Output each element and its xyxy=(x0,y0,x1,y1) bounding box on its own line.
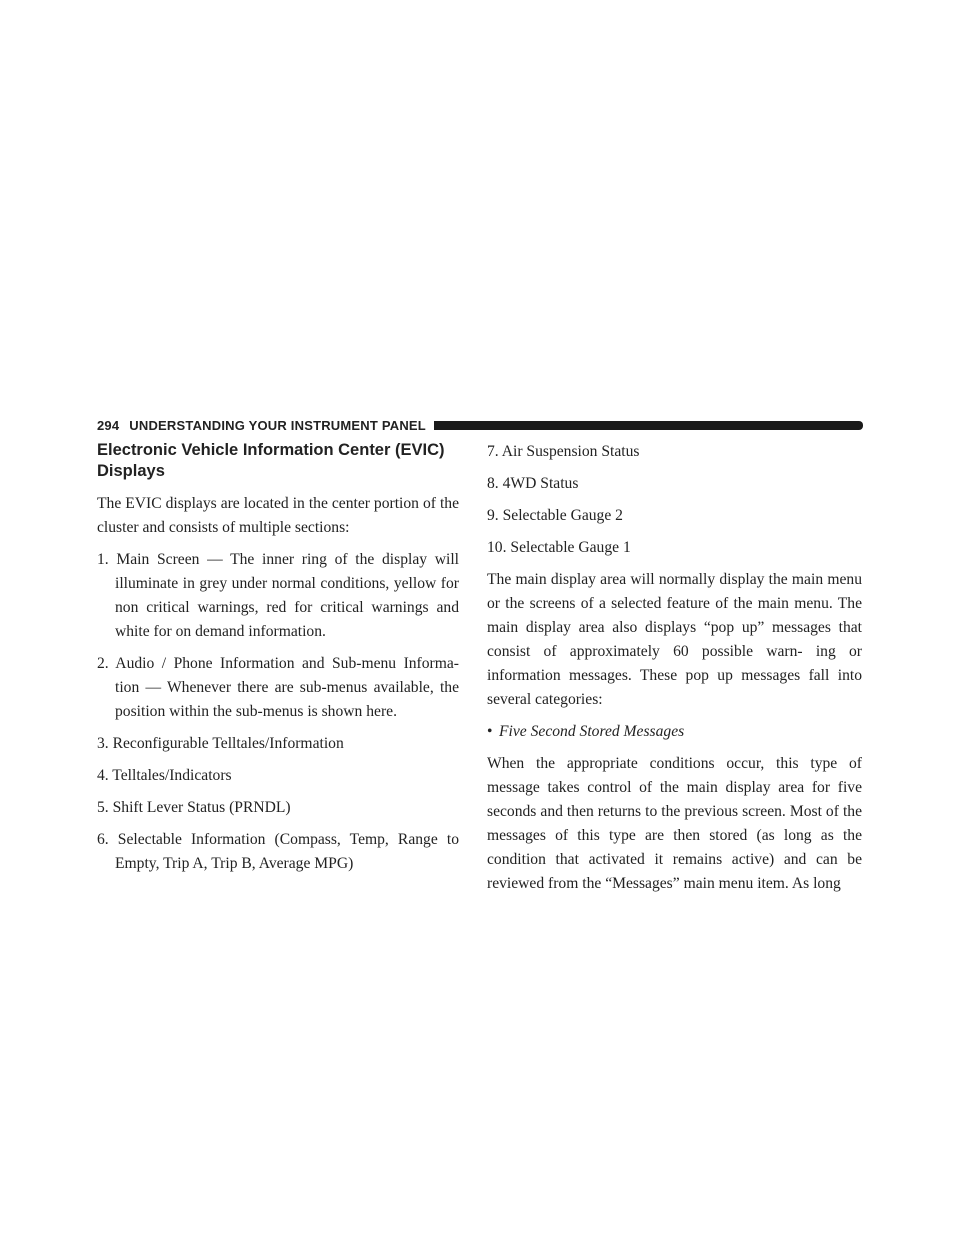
list-item: 10. Selectable Gauge 1 xyxy=(487,539,631,556)
left-column xyxy=(97,440,459,884)
bullet-item xyxy=(487,720,862,744)
right-column xyxy=(487,440,862,904)
bullet-icon: • xyxy=(487,723,493,740)
bullet-text: Five Second Stored Messages xyxy=(499,723,685,740)
stored-messages-paragraph: When the appropriate conditions occur, this type of message takes control of the main display area for five seconds and then returns to the previous screen. Most of the messages of this type are then stored (as long as the condition that activated it remains active) and can be reviewed from the “Messages” main menu item. As long xyxy=(487,755,862,892)
intro-paragraph: The EVIC displays are located in the center portion of the cluster and consists of multiple sections: xyxy=(97,495,459,536)
list-item: 4. Telltales/Indicators xyxy=(97,767,232,784)
list-item: 7. Air Suspension Status xyxy=(487,443,640,460)
section-heading xyxy=(97,440,459,482)
main-display-paragraph: The main display area will normally display the main menu or the screens of a selected feature of the main menu. The main display area also displays “pop up” messages that consist of approximately 60 possible warn- ing or information messages. These pop up messages fall into several categories: xyxy=(487,571,862,708)
numbered-list-left xyxy=(97,548,459,876)
list-item: 5. Shift Lever Status (PRNDL) xyxy=(97,799,291,816)
list-item: 9. Selectable Gauge 2 xyxy=(487,507,623,524)
section-title: UNDERSTANDING YOUR INSTRUMENT PANEL xyxy=(129,417,426,433)
list-item: 1. Main Screen — The inner ring of the display will illuminate in grey under normal conditions, yellow for non critical warnings, red for critical warnings and white for on demand information. xyxy=(97,551,459,640)
list-item: 3. Reconfigurable Telltales/Information xyxy=(97,735,344,752)
list-item: 6. Selectable Information (Compass, Temp, Range to Empty, Trip A, Trip B, Average MPG) xyxy=(97,831,459,872)
list-item: 2. Audio / Phone Information and Sub-menu Informa- tion — Whenever there are sub-menus available, the position within the sub-menus is shown here. xyxy=(97,655,459,720)
numbered-list-right xyxy=(487,440,862,560)
page-number: 294 xyxy=(97,417,120,433)
heading-line-1: Electronic Vehicle Information Center (EVIC) xyxy=(97,441,445,459)
list-item: 8. 4WD Status xyxy=(487,475,579,492)
page-header xyxy=(97,417,863,433)
header-rule xyxy=(434,421,863,430)
heading-line-2: Displays xyxy=(97,462,165,480)
